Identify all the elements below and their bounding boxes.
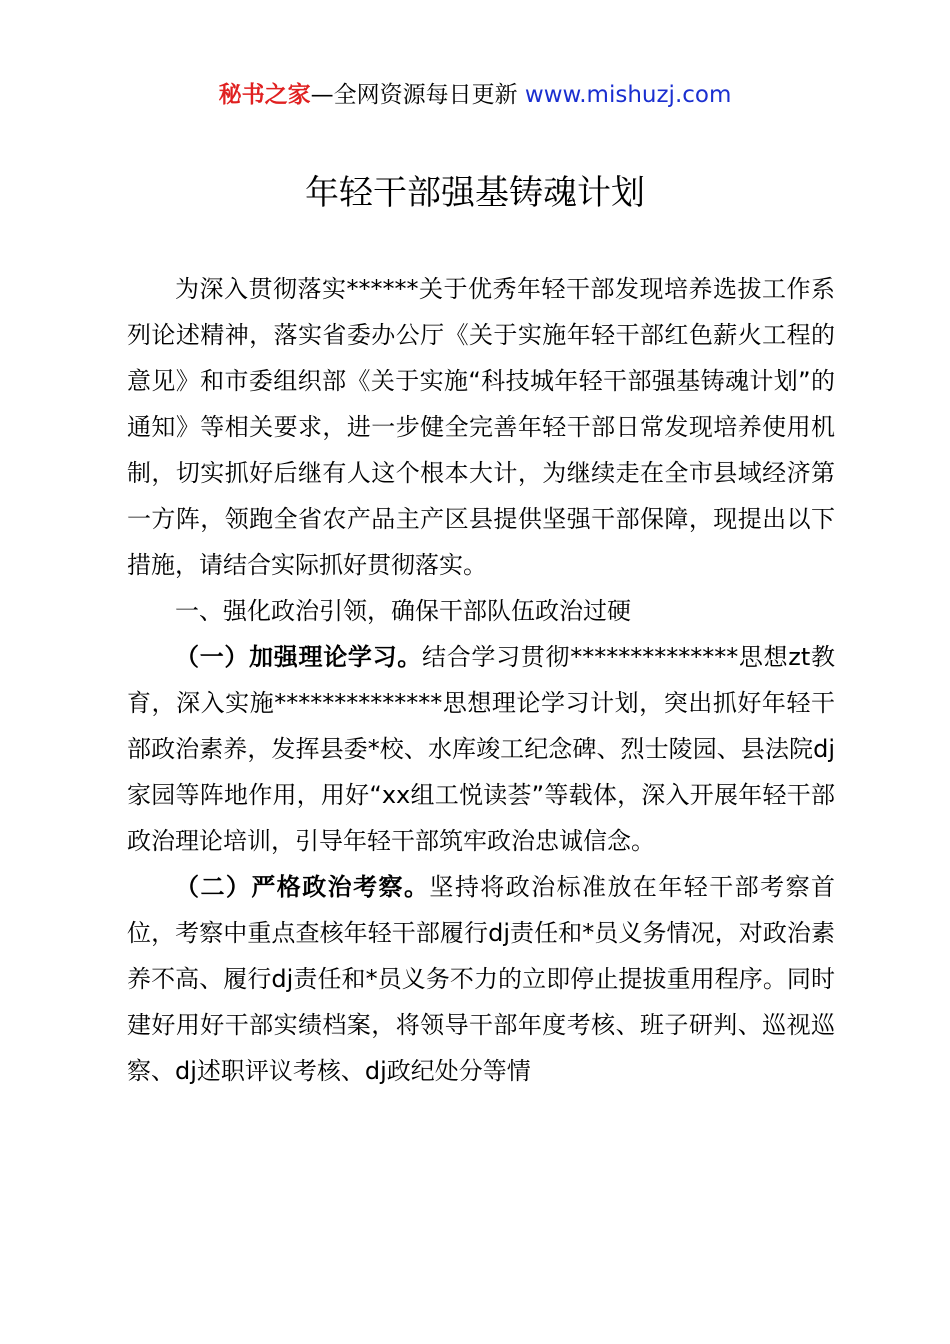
item-text-1: 结合学习贯彻**************思想zt教育，深入实施**************思想理论学习计划，突出抓好年轻干部政治素养，发挥县委*校、水库竣工纪念碑、烈士陵园、县法院dj家园等阵地作用，用好“xx组工悦读荟”等载体，深入开展年轻干部政治理论培训，引导年轻干部筑牢政治忠诚信念。 xyxy=(127,643,835,855)
item-heading-1: （一）加强理论学习。 xyxy=(175,643,422,671)
item-paragraph-2 xyxy=(127,864,835,1094)
document-body xyxy=(127,266,835,1094)
header-tagline: —全网资源每日更新 xyxy=(310,82,525,108)
document-title: 年轻干部强基铸魂计划 xyxy=(305,173,645,213)
item-heading-2: （二）严格政治考察。 xyxy=(175,873,430,901)
section-heading-1: 一、强化政治引领，确保干部队伍政治过硬 xyxy=(175,597,631,625)
intro-paragraph: 为深入贯彻落实******关于优秀年轻干部发现培养选拔工作系列论述精神，落实省委办公厅《关于实施年轻干部红色薪火工程的意见》和市委组织部《关于实施“科技城年轻干部强基铸魂计划”的通知》等相关要求，进一步健全完善年轻干部日常发现培养使用机制，切实抓好后继有人这个根本大计，为继续走在全市县域经济第一方阵，领跑全省农产品主产区县提供坚强干部保障，现提出以下措施，请结合实际抓好贯彻落实。 xyxy=(127,275,835,579)
brand-name: 秘书之家 xyxy=(218,82,311,108)
item-text-2: 坚持将政治标准放在年轻干部考察首位，考察中重点查核年轻干部履行dj责任和*员义务情况，对政治素养不高、履行dj责任和*员义务不力的立即停止提拔重用程序。同时建好用好干部实绩档案，将领导干部年度考核、班子研判、巡视巡察、dj述职评议考核、dj政纪处分等情 xyxy=(127,873,836,1085)
item-paragraph-1 xyxy=(127,634,835,864)
site-url-link[interactable]: www.mishuzj.com xyxy=(524,82,732,108)
site-header xyxy=(0,80,950,110)
